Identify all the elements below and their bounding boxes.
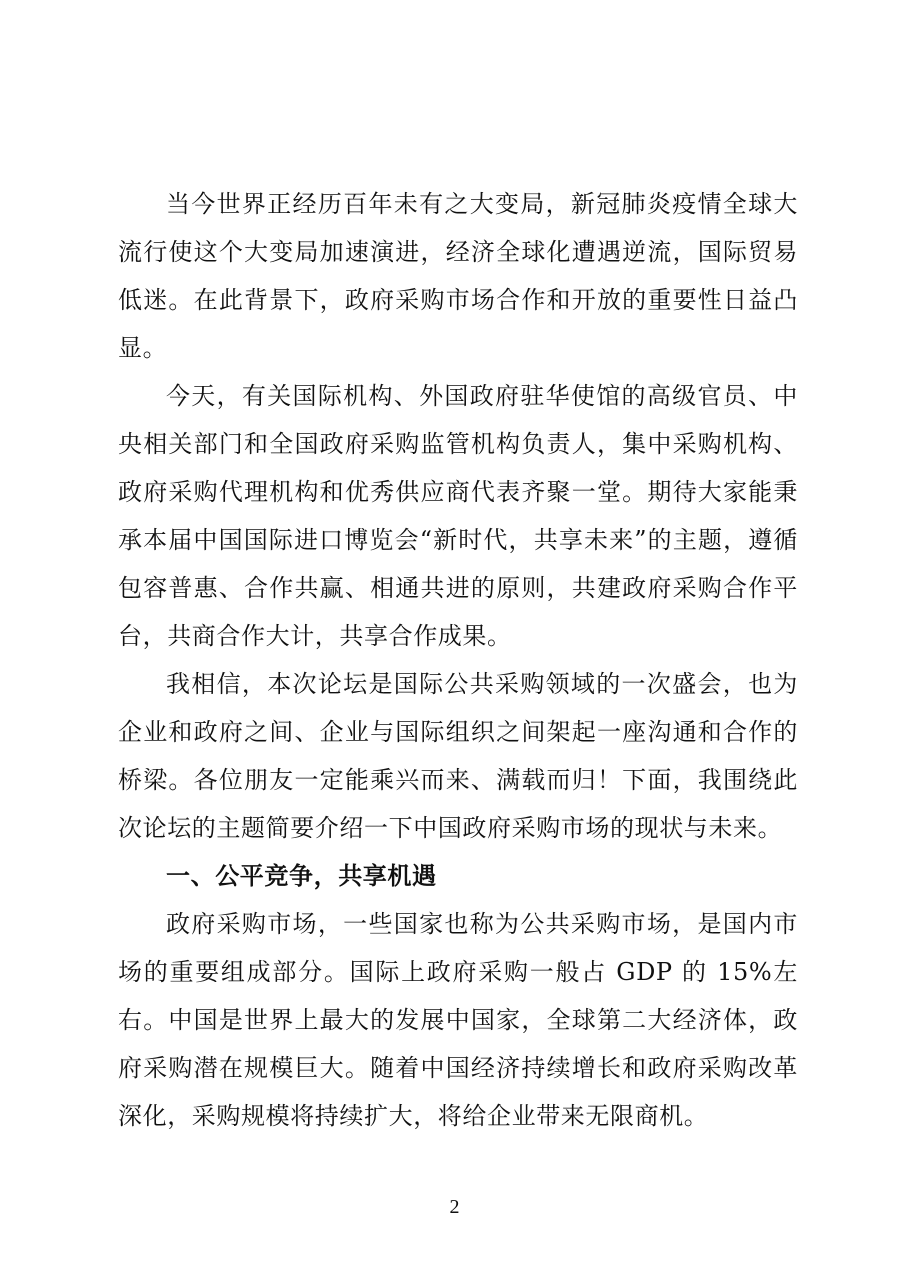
document-body bbox=[118, 180, 798, 1140]
paragraph-2: 今天，有关国际机构、外国政府驻华使馆的高级官员、中央相关部门和全国政府采购监管机构负责人，集中采购机构、政府采购代理机构和优秀供应商代表齐聚一堂。期待大家能秉承本届中国国际进口博览会“新时代，共享未来”的主题，遵循包容普惠、合作共赢、相通共进的原则，共建政府采购合作平台，共商合作大计，共享合作成果。 bbox=[118, 382, 798, 650]
paragraph-3: 我相信，本次论坛是国际公共采购领域的一次盛会，也为企业和政府之间、企业与国际组织之间架起一座沟通和合作的桥梁。各位朋友一定能乘兴而来、满载而归！下面，我围绕此次论坛的主题简要介绍一下中国政府采购市场的现状与未来。 bbox=[118, 670, 798, 842]
paragraph-4: 政府采购市场，一些国家也称为公共采购市场，是国内市场的重要组成部分。国际上政府采购一般占 GDP 的 15%左右。中国是世界上最大的发展中国家，全球第二大经济体，政府采购潜在规模巨大。随着中国经济持续增长和政府采购改革深化，采购规模将持续扩大，将给企业带来无限商机。 bbox=[118, 910, 798, 1130]
page-number: 2 bbox=[449, 1196, 460, 1218]
paragraph-1: 当今世界正经历百年未有之大变局，新冠肺炎疫情全球大流行使这个大变局加速演进，经济全球化遭遇逆流，国际贸易低迷。在此背景下，政府采购市场合作和开放的重要性日益凸显。 bbox=[118, 190, 798, 362]
section-heading: 一、公平竞争，共享机遇 bbox=[166, 862, 437, 890]
